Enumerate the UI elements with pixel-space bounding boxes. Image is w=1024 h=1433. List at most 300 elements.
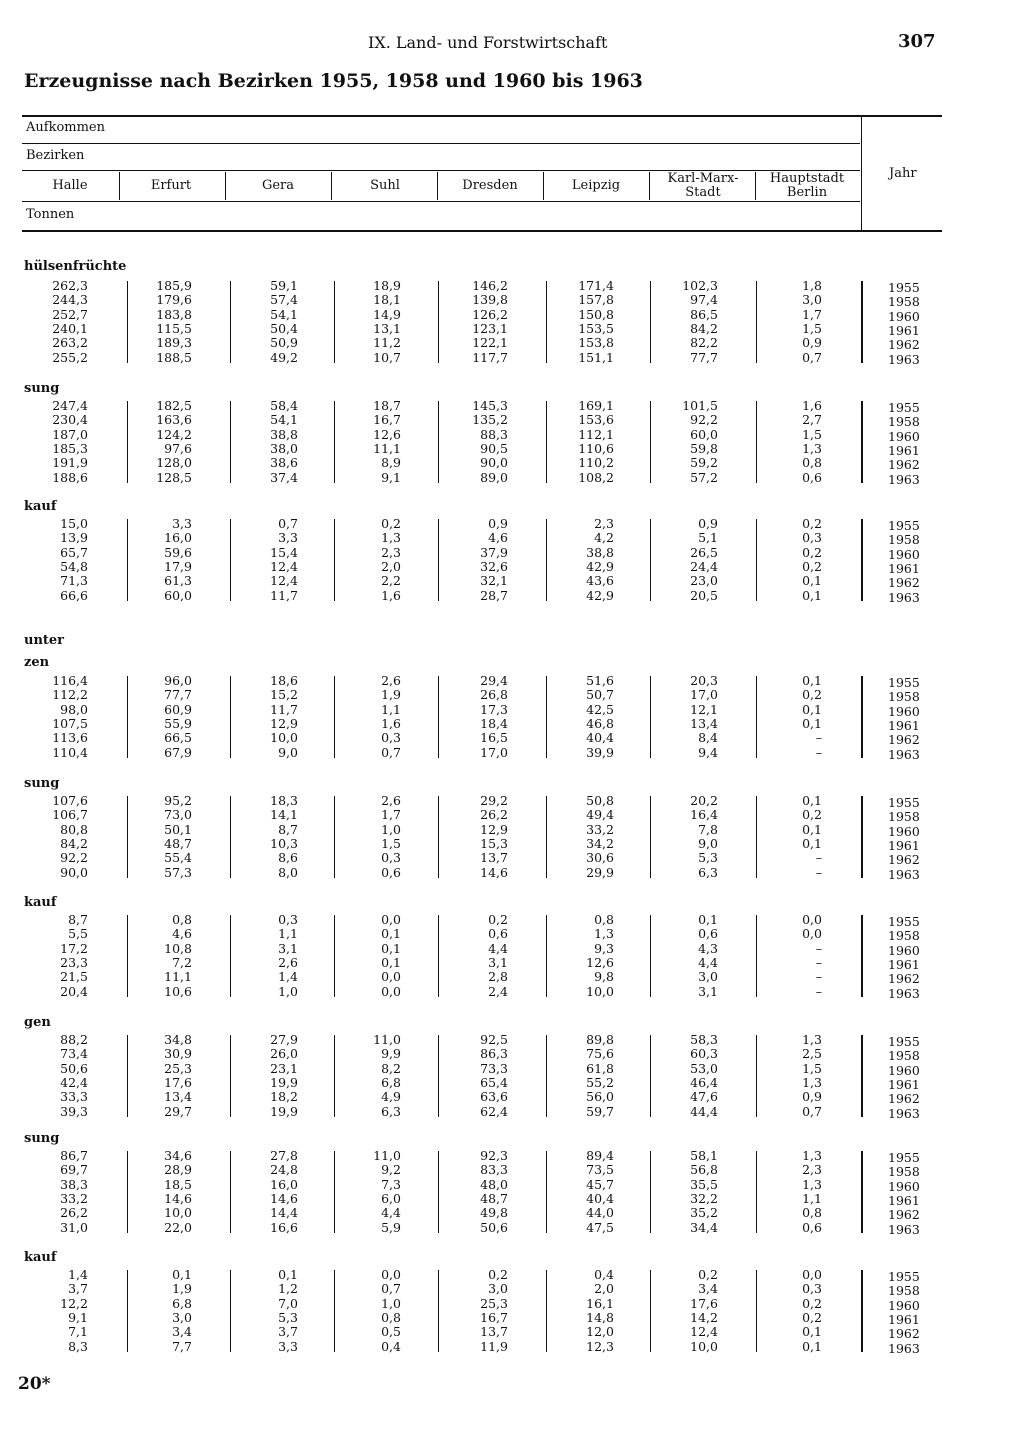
table-cell: 24,8 bbox=[270, 1162, 298, 1178]
table-cell: 1,9 bbox=[381, 687, 401, 703]
table-cell: 39,9 bbox=[586, 744, 614, 760]
table-cell: 0,0 bbox=[381, 912, 401, 927]
table-cell: 151,1 bbox=[578, 349, 614, 365]
table-cell: 0,2 bbox=[802, 807, 822, 823]
header-bezirken: Bezirken bbox=[26, 148, 85, 163]
table-cell: 58,3 bbox=[690, 1032, 718, 1047]
table-cell: 65,7 bbox=[60, 544, 88, 560]
column-header-line: Leipzig bbox=[571, 178, 621, 193]
year-cell: 1955 bbox=[888, 795, 920, 810]
table-cell: 117,7 bbox=[472, 349, 508, 365]
year-cell: 1962 bbox=[888, 337, 920, 353]
table-cell: 0,2 bbox=[802, 1295, 822, 1311]
table-cell: 11,1 bbox=[373, 440, 401, 456]
table-cell: 14,6 bbox=[270, 1190, 298, 1206]
year-cell: 1960 bbox=[888, 428, 920, 444]
year-cell: 1963 bbox=[888, 471, 920, 487]
section-label: kauf bbox=[24, 895, 57, 910]
table-cell: 1,6 bbox=[381, 587, 401, 603]
table-cell: 65,4 bbox=[480, 1074, 508, 1090]
page-footer-signature: 20* bbox=[18, 1374, 51, 1394]
table-cell: 20,5 bbox=[690, 587, 718, 603]
table-cell: 9,2 bbox=[381, 1162, 401, 1178]
year-cell: 1963 bbox=[888, 1221, 920, 1237]
table-cell: 0,4 bbox=[594, 1267, 614, 1282]
table-cell: 60,9 bbox=[164, 701, 192, 717]
table-cell: 0,1 bbox=[802, 673, 822, 688]
table-cell: 262,3 bbox=[52, 278, 88, 293]
column-header-line: Suhl bbox=[370, 178, 400, 193]
table-cell: 0,0 bbox=[381, 983, 401, 999]
table-cell: 59,8 bbox=[690, 440, 718, 456]
year-cell: 1962 bbox=[888, 732, 920, 748]
table-cell: 0,1 bbox=[381, 954, 401, 970]
table-cell: 14,8 bbox=[586, 1309, 614, 1325]
table-cell: 23,3 bbox=[60, 954, 88, 970]
table-cell: 29,7 bbox=[164, 1103, 192, 1119]
table-cell: 157,8 bbox=[578, 292, 614, 308]
table-cell: 26,0 bbox=[270, 1046, 298, 1062]
table-cell: 19,9 bbox=[270, 1074, 298, 1090]
table-cell: 54,8 bbox=[60, 558, 88, 574]
table-cell: 0,1 bbox=[802, 793, 822, 808]
year-cell: 1961 bbox=[888, 717, 920, 733]
section-label: hülsenfrüchte bbox=[24, 259, 127, 274]
table-cell: 8,4 bbox=[698, 730, 718, 746]
table-cell: 11,2 bbox=[373, 335, 401, 351]
year-cell: 1960 bbox=[888, 1297, 920, 1313]
year-cell: 1958 bbox=[888, 809, 920, 825]
table-cell: 83,3 bbox=[480, 1162, 508, 1178]
table-cell: 30,9 bbox=[164, 1046, 192, 1062]
table-cell: 56,0 bbox=[586, 1089, 614, 1105]
table-cell: 6,3 bbox=[381, 1103, 401, 1119]
year-cell: 1963 bbox=[888, 1105, 920, 1121]
table-cell: 35,2 bbox=[690, 1205, 718, 1221]
table-cell: 31,0 bbox=[60, 1219, 88, 1235]
table-cell: 107,5 bbox=[52, 715, 88, 731]
table-cell: 50,6 bbox=[60, 1060, 88, 1076]
table-cell: 18,3 bbox=[270, 793, 298, 808]
year-cell: 1955 bbox=[888, 1034, 920, 1049]
header-unit: Tonnen bbox=[26, 207, 75, 222]
table-cell: 0,6 bbox=[802, 469, 822, 485]
table-cell: 115,5 bbox=[156, 320, 192, 336]
column-divider bbox=[861, 1035, 863, 1117]
table-cell: 61,8 bbox=[586, 1060, 614, 1076]
table-cell: 0,2 bbox=[802, 1309, 822, 1325]
table-cell: 10,7 bbox=[373, 349, 401, 365]
table-cell: 9,1 bbox=[68, 1309, 88, 1325]
year-cell: 1960 bbox=[888, 823, 920, 839]
table-cell: 9,4 bbox=[698, 744, 718, 760]
year-cell: 1955 bbox=[888, 1150, 920, 1165]
year-cell: 1955 bbox=[888, 518, 920, 533]
table-cell: 25,3 bbox=[480, 1295, 508, 1311]
year-cell: 1955 bbox=[888, 280, 920, 295]
table-cell: 2,8 bbox=[488, 969, 508, 985]
table-cell: 18,7 bbox=[373, 398, 401, 413]
table-cell: 12,3 bbox=[586, 1338, 614, 1354]
table-cell: 128,0 bbox=[156, 455, 192, 471]
table-cell: 35,5 bbox=[690, 1176, 718, 1192]
table-cell: – bbox=[815, 730, 822, 746]
table-cell: 2,6 bbox=[381, 793, 401, 808]
table-cell: 188,6 bbox=[52, 469, 88, 485]
table-cell: 42,9 bbox=[586, 587, 614, 603]
table-cell: 16,0 bbox=[164, 530, 192, 546]
header-jahr: Jahr bbox=[889, 166, 917, 181]
year-cell: 1958 bbox=[888, 532, 920, 548]
table-cell: 0,9 bbox=[802, 1089, 822, 1105]
table-cell: 10,0 bbox=[690, 1338, 718, 1354]
table-cell: 73,0 bbox=[164, 807, 192, 823]
table-cell: 3,1 bbox=[488, 954, 508, 970]
table-cell: 163,6 bbox=[156, 412, 192, 428]
table-cell: 0,1 bbox=[802, 1324, 822, 1340]
table-cell: 2,3 bbox=[381, 544, 401, 560]
table-cell: 255,2 bbox=[52, 349, 88, 365]
table-cell: 171,4 bbox=[578, 278, 614, 293]
table-cell: 58,1 bbox=[690, 1148, 718, 1163]
table-cell: 3,0 bbox=[802, 292, 822, 308]
table-cell: 0,2 bbox=[802, 544, 822, 560]
year-cell: 1962 bbox=[888, 575, 920, 591]
column-divider bbox=[861, 1151, 863, 1233]
table-cell: 3,7 bbox=[68, 1281, 88, 1297]
table-cell: 4,4 bbox=[488, 940, 508, 956]
table-cell: – bbox=[815, 940, 822, 956]
table-cell: 1,5 bbox=[802, 1060, 822, 1076]
table-cell: 46,8 bbox=[586, 715, 614, 731]
table-cell: 56,8 bbox=[690, 1162, 718, 1178]
table-cell: 50,8 bbox=[586, 793, 614, 808]
table-cell: 17,0 bbox=[480, 744, 508, 760]
table-cell: 0,1 bbox=[381, 926, 401, 942]
table-cell: 17,2 bbox=[60, 940, 88, 956]
table-cell: 0,3 bbox=[802, 530, 822, 546]
table-cell: 0,8 bbox=[802, 455, 822, 471]
table-cell: 30,6 bbox=[586, 850, 614, 866]
table-cell: 10,0 bbox=[164, 1205, 192, 1221]
column-header-line: Karl-Marx- bbox=[667, 171, 739, 186]
table-cell: 17,9 bbox=[164, 558, 192, 574]
table-cell: 82,2 bbox=[690, 335, 718, 351]
table-cell: 3,0 bbox=[172, 1309, 192, 1325]
table-cell: 0,1 bbox=[802, 715, 822, 731]
table-cell: 18,9 bbox=[373, 278, 401, 293]
table-cell: 7,2 bbox=[172, 954, 192, 970]
table-cell: 12,0 bbox=[586, 1324, 614, 1340]
table-cell: 14,4 bbox=[270, 1205, 298, 1221]
table-cell: 18,1 bbox=[373, 292, 401, 308]
table-cell: 15,2 bbox=[270, 687, 298, 703]
table-cell: 0,1 bbox=[278, 1267, 298, 1282]
table-cell: 50,7 bbox=[586, 687, 614, 703]
table-cell: 7,0 bbox=[278, 1295, 298, 1311]
table-cell: 38,6 bbox=[270, 455, 298, 471]
table-cell: 145,3 bbox=[472, 398, 508, 413]
table-cell: 8,0 bbox=[278, 864, 298, 880]
table-cell: 0,1 bbox=[802, 821, 822, 837]
table-cell: 26,2 bbox=[480, 807, 508, 823]
table-cell: 8,6 bbox=[278, 850, 298, 866]
table-cell: 97,6 bbox=[164, 440, 192, 456]
table-cell: 1,3 bbox=[381, 530, 401, 546]
table-cell: 102,3 bbox=[682, 278, 718, 293]
table-cell: 84,2 bbox=[690, 320, 718, 336]
table-cell: 12,9 bbox=[480, 821, 508, 837]
table-cell: 48,7 bbox=[480, 1190, 508, 1206]
header-column-divider bbox=[437, 172, 438, 200]
table-cell: 8,9 bbox=[381, 455, 401, 471]
table-cell: 14,6 bbox=[164, 1190, 192, 1206]
table-cell: 4,4 bbox=[698, 954, 718, 970]
table-cell: 1,0 bbox=[381, 1295, 401, 1311]
table-cell: 50,6 bbox=[480, 1219, 508, 1235]
year-cell: 1962 bbox=[888, 1091, 920, 1107]
table-cell: 90,0 bbox=[60, 864, 88, 880]
column-header bbox=[20, 179, 120, 193]
table-cell: 7,3 bbox=[381, 1176, 401, 1192]
table-cell: 20,3 bbox=[690, 673, 718, 688]
table-cell: 1,3 bbox=[802, 440, 822, 456]
table-cell: 26,2 bbox=[60, 1205, 88, 1221]
table-cell: 16,7 bbox=[480, 1309, 508, 1325]
year-cell: 1961 bbox=[888, 837, 920, 853]
table-cell: 153,5 bbox=[578, 320, 614, 336]
table-cell: 23,0 bbox=[690, 573, 718, 589]
table-cell: 0,2 bbox=[802, 558, 822, 574]
header-column-divider bbox=[543, 172, 544, 200]
table-cell: 8,2 bbox=[381, 1060, 401, 1076]
year-cell: 1961 bbox=[888, 1076, 920, 1092]
table-cell: 18,4 bbox=[480, 715, 508, 731]
table-cell: 57,3 bbox=[164, 864, 192, 880]
table-cell: 0,6 bbox=[381, 864, 401, 880]
year-cell: 1958 bbox=[888, 414, 920, 430]
table-cell: 14,1 bbox=[270, 807, 298, 823]
table-cell: 182,5 bbox=[156, 398, 192, 413]
table-cell: 0,1 bbox=[802, 587, 822, 603]
column-divider bbox=[861, 796, 863, 878]
table-cell: 1,3 bbox=[802, 1176, 822, 1192]
table-cell: 26,8 bbox=[480, 687, 508, 703]
year-cell: 1958 bbox=[888, 928, 920, 944]
table-cell: 92,2 bbox=[60, 850, 88, 866]
table-cell: 23,1 bbox=[270, 1060, 298, 1076]
table-cell: 6,8 bbox=[172, 1295, 192, 1311]
table-cell: 11,7 bbox=[270, 701, 298, 717]
table-cell: 1,7 bbox=[381, 807, 401, 823]
table-cell: 28,9 bbox=[164, 1162, 192, 1178]
table-cell: 4,4 bbox=[381, 1205, 401, 1221]
table-cell: 73,5 bbox=[586, 1162, 614, 1178]
table-cell: 240,1 bbox=[52, 320, 88, 336]
table-cell: 49,8 bbox=[480, 1205, 508, 1221]
table-cell: 15,3 bbox=[480, 835, 508, 851]
table-cell: 10,0 bbox=[586, 983, 614, 999]
table-cell: 15,0 bbox=[60, 516, 88, 531]
table-cell: 0,2 bbox=[802, 687, 822, 703]
table-cell: 32,6 bbox=[480, 558, 508, 574]
table-cell: 110,4 bbox=[52, 744, 88, 760]
table-cell: 0,8 bbox=[594, 912, 614, 927]
table-cell: 3,4 bbox=[172, 1324, 192, 1340]
group-label: unter bbox=[24, 633, 65, 648]
section-label: sung bbox=[24, 776, 60, 791]
table-cell: 0,5 bbox=[381, 1324, 401, 1340]
table-cell: 252,7 bbox=[52, 306, 88, 322]
table-cell: 0,1 bbox=[381, 940, 401, 956]
section-label: sung bbox=[24, 1131, 60, 1146]
table-cell: 48,0 bbox=[480, 1176, 508, 1192]
table-cell: 20,4 bbox=[60, 983, 88, 999]
column-header bbox=[546, 179, 646, 193]
header-jahr-divider bbox=[861, 117, 862, 232]
section-label: sung bbox=[24, 381, 60, 396]
table-cell: 1,1 bbox=[278, 926, 298, 942]
year-cell: 1961 bbox=[888, 322, 920, 338]
table-cell: 17,3 bbox=[480, 701, 508, 717]
table-cell: 21,5 bbox=[60, 969, 88, 985]
column-divider bbox=[861, 519, 863, 601]
table-cell: 9,8 bbox=[594, 969, 614, 985]
table-cell: 1,3 bbox=[802, 1074, 822, 1090]
table-cell: 0,1 bbox=[802, 835, 822, 851]
table-cell: 77,7 bbox=[690, 349, 718, 365]
table-cell: 0,7 bbox=[802, 349, 822, 365]
table-cell: 60,0 bbox=[690, 426, 718, 442]
table-cell: 28,7 bbox=[480, 587, 508, 603]
table-cell: 1,5 bbox=[381, 835, 401, 851]
table-cell: 8,7 bbox=[68, 912, 88, 927]
table-cell: 0,0 bbox=[802, 1267, 822, 1282]
table-cell: 263,2 bbox=[52, 335, 88, 351]
table-cell: 58,4 bbox=[270, 398, 298, 413]
table-cell: 96,0 bbox=[164, 673, 192, 688]
table-cell: 34,6 bbox=[164, 1148, 192, 1163]
table-cell: 112,2 bbox=[52, 687, 88, 703]
year-cell: 1962 bbox=[888, 1326, 920, 1342]
table-cell: 0,6 bbox=[698, 926, 718, 942]
table-cell: 1,8 bbox=[802, 278, 822, 293]
year-cell: 1960 bbox=[888, 1062, 920, 1078]
table-cell: 24,4 bbox=[690, 558, 718, 574]
table-cell: 47,6 bbox=[690, 1089, 718, 1105]
table-cell: 0,1 bbox=[802, 701, 822, 717]
table-cell: 2,6 bbox=[278, 954, 298, 970]
column-header-line: Erfurt bbox=[150, 178, 192, 193]
year-cell: 1961 bbox=[888, 442, 920, 458]
year-cell: 1963 bbox=[888, 866, 920, 882]
table-cell: 185,9 bbox=[156, 278, 192, 293]
table-cell: 179,6 bbox=[156, 292, 192, 308]
table-cell: 1,2 bbox=[278, 1281, 298, 1297]
table-cell: 55,4 bbox=[164, 850, 192, 866]
table-cell: 32,2 bbox=[690, 1190, 718, 1206]
table-cell: 59,2 bbox=[690, 455, 718, 471]
table-cell: 89,4 bbox=[586, 1148, 614, 1163]
table-cell: 12,4 bbox=[270, 558, 298, 574]
year-cell: 1958 bbox=[888, 1283, 920, 1299]
table-cell: 54,1 bbox=[270, 412, 298, 428]
table-cell: 0,3 bbox=[802, 1281, 822, 1297]
table-cell: 14,9 bbox=[373, 306, 401, 322]
table-cell: 39,3 bbox=[60, 1103, 88, 1119]
table-cell: 110,6 bbox=[578, 440, 614, 456]
page-number: 307 bbox=[898, 31, 936, 52]
table-cell: 12,4 bbox=[270, 573, 298, 589]
table-cell: – bbox=[815, 744, 822, 760]
table-cell: 9,0 bbox=[278, 744, 298, 760]
column-header-line: Hauptstadt bbox=[769, 171, 845, 186]
table-cell: 116,4 bbox=[52, 673, 88, 688]
table-cell: 11,9 bbox=[480, 1338, 508, 1354]
table-cell: 86,7 bbox=[60, 1148, 88, 1163]
table-cell: 1,1 bbox=[802, 1190, 822, 1206]
table-cell: 0,8 bbox=[802, 1205, 822, 1221]
table-cell: 54,1 bbox=[270, 306, 298, 322]
table-cell: 12,2 bbox=[60, 1295, 88, 1311]
table-cell: – bbox=[815, 954, 822, 970]
year-cell: 1961 bbox=[888, 560, 920, 576]
table-cell: 50,4 bbox=[270, 320, 298, 336]
table-cell: 7,8 bbox=[698, 821, 718, 837]
year-cell: 1962 bbox=[888, 852, 920, 868]
table-cell: 126,2 bbox=[472, 306, 508, 322]
table-cell: 17,6 bbox=[690, 1295, 718, 1311]
year-cell: 1958 bbox=[888, 1164, 920, 1180]
table-cell: 153,8 bbox=[578, 335, 614, 351]
table-cell: 0,4 bbox=[381, 1338, 401, 1354]
table-cell: 188,5 bbox=[156, 349, 192, 365]
table-cell: 122,1 bbox=[472, 335, 508, 351]
table-cell: 0,0 bbox=[381, 969, 401, 985]
table-cell: 8,3 bbox=[68, 1338, 88, 1354]
table-cell: 11,1 bbox=[164, 969, 192, 985]
table-cell: 13,1 bbox=[373, 320, 401, 336]
table-cell: 1,0 bbox=[278, 983, 298, 999]
table-cell: 146,2 bbox=[472, 278, 508, 293]
table-cell: 47,5 bbox=[586, 1219, 614, 1235]
table-cell: – bbox=[815, 850, 822, 866]
table-cell: 44,4 bbox=[690, 1103, 718, 1119]
table-cell: 67,9 bbox=[164, 744, 192, 760]
table-cell: 66,5 bbox=[164, 730, 192, 746]
table-cell: 16,5 bbox=[480, 730, 508, 746]
table-cell: 2,0 bbox=[594, 1281, 614, 1297]
table-cell: 38,0 bbox=[270, 440, 298, 456]
table-cell: 1,3 bbox=[594, 926, 614, 942]
table-cell: 8,7 bbox=[278, 821, 298, 837]
table-cell: 29,2 bbox=[480, 793, 508, 808]
table-cell: 4,3 bbox=[698, 940, 718, 956]
table-cell: 38,8 bbox=[270, 426, 298, 442]
table-cell: 34,2 bbox=[586, 835, 614, 851]
table-cell: 0,7 bbox=[381, 744, 401, 760]
table-cell: 1,0 bbox=[381, 821, 401, 837]
table-cell: 3,1 bbox=[278, 940, 298, 956]
table-cell: 244,3 bbox=[52, 292, 88, 308]
table-cell: 3,3 bbox=[278, 1338, 298, 1354]
header-column-divider bbox=[119, 172, 120, 200]
table-cell: 107,6 bbox=[52, 793, 88, 808]
year-cell: 1955 bbox=[888, 914, 920, 929]
table-cell: 3,0 bbox=[488, 1281, 508, 1297]
year-cell: 1960 bbox=[888, 703, 920, 719]
table-cell: 12,6 bbox=[586, 954, 614, 970]
